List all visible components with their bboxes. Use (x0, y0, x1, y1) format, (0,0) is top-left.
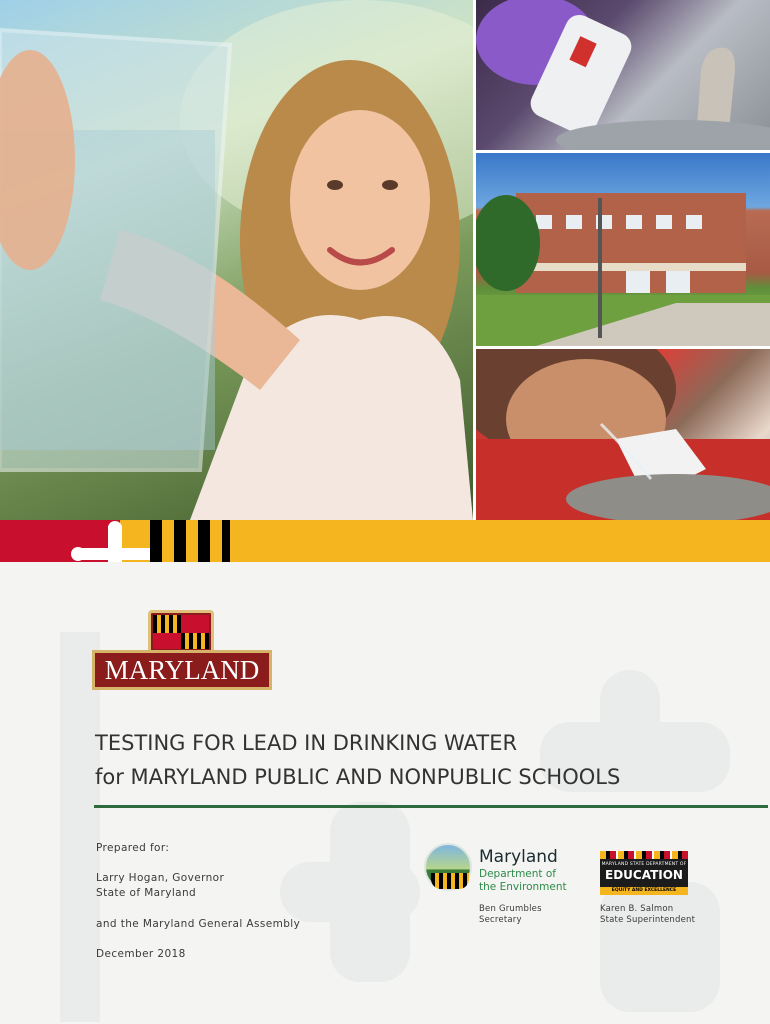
maryland-crest-icon (148, 610, 214, 654)
mde-dept-line-1: Department of (479, 868, 556, 880)
msde-tagline: EQUITY AND EXCELLENCE (600, 887, 688, 895)
maryland-logo-text: MARYLAND (92, 650, 272, 690)
msde-person: Karen B. Salmon (600, 904, 674, 914)
mde-emblem-icon (424, 843, 472, 891)
flag-band (0, 520, 770, 562)
msde-signatory (600, 904, 695, 926)
mde-dept-line-2: the Environment (479, 881, 567, 893)
middle-right-photo (476, 153, 770, 346)
top-right-photo (476, 0, 770, 150)
mde-person: Ben Grumbles (479, 904, 542, 914)
msde-main-text: EDUCATION (605, 868, 683, 882)
report-title (95, 726, 620, 794)
main-photo (0, 0, 473, 520)
msde-logo (600, 851, 688, 895)
decorative-cross-shape (600, 882, 720, 1012)
governor-name: Larry Hogan, Governor (96, 872, 225, 884)
msde-role: State Superintendent (600, 915, 696, 925)
general-assembly: and the Maryland General Assembly (96, 918, 301, 930)
msde-small-text: MARYLAND STATE DEPARTMENT OF (601, 862, 687, 867)
msde-flag-stripe-icon (600, 851, 688, 859)
state-name: State of Maryland (96, 887, 197, 899)
report-date: December 2018 (96, 948, 186, 960)
decorative-cross-shape (280, 862, 420, 922)
decorative-bar-shape (60, 632, 100, 1022)
sample-bottle-illustration (476, 0, 770, 150)
prepared-for-label: Prepared for: (96, 842, 170, 854)
title-divider (94, 805, 768, 808)
mde-name: Maryland (479, 847, 558, 867)
school-building-illustration (476, 153, 770, 346)
bottom-right-photo (476, 349, 770, 520)
mde-signatory (479, 904, 542, 926)
title-line-2: for MARYLAND PUBLIC AND NONPUBLIC SCHOOLS (95, 765, 621, 789)
title-line-1: TESTING FOR LEAD IN DRINKING WATER (95, 731, 518, 755)
maryland-logo (92, 610, 272, 690)
child-drinking-illustration (476, 349, 770, 520)
girl-with-glass-illustration (0, 0, 473, 520)
flag-checker-block (150, 520, 230, 562)
mde-role: Secretary (479, 915, 522, 925)
mde-department (479, 868, 567, 894)
